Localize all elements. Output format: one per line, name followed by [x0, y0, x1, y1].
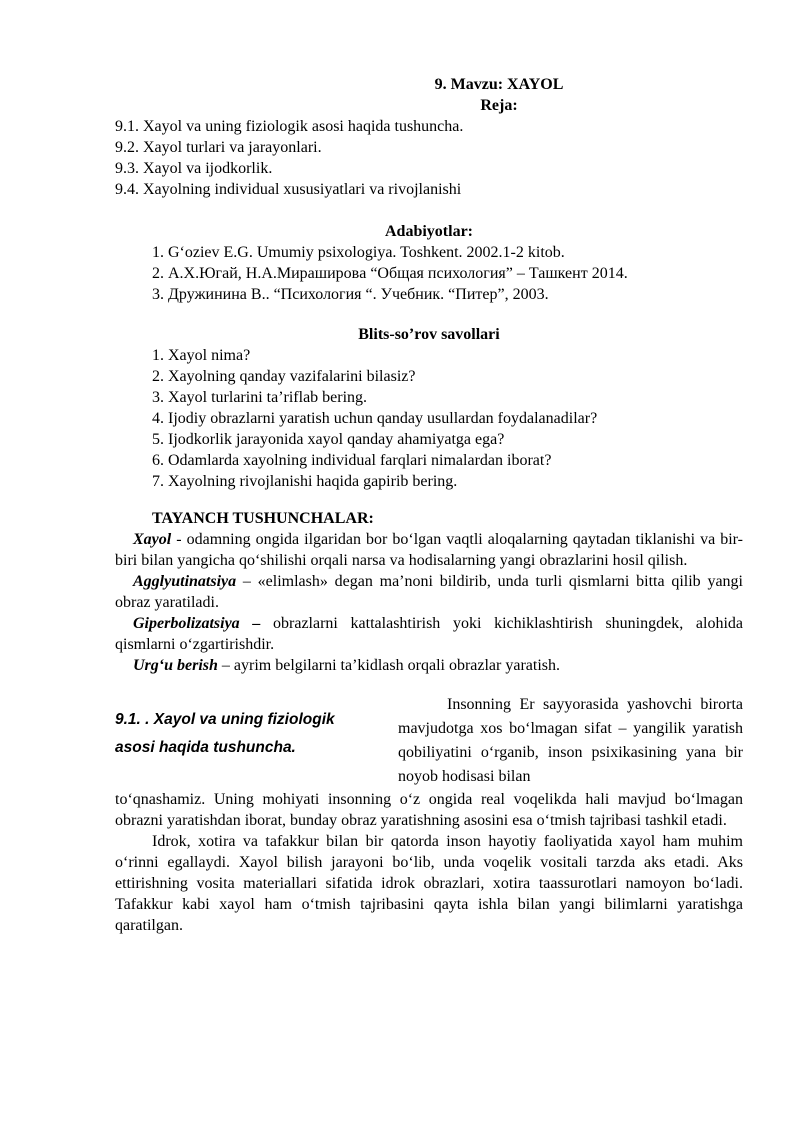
- plan-item: 9.2. Xayol turlari va jarayonlari.: [115, 139, 322, 156]
- document-page: [115, 74, 743, 936]
- section-paragraph: Idrok, xotira va tafakkur bilan bir qatorda inson hayotiy faoliyatida xayol ham muhim o‘rinni egallaydi. Xayol bilish jarayoni bo‘lib, unda voqelik vositali tarzda aks etadi. Aks ettirishning vosita materiallari sifatida idrok obrazlari, xotira taassurotlari namoyon bo‘ladi. Tafakkur kabi xayol ham o‘tmish tajribasini qayta ishla bilan yangi bilimlarni yaratishga qaratilgan.: [115, 833, 743, 934]
- blits-item: 1. Xayol nima?: [152, 347, 251, 364]
- blits-item: 5. Ijodkorlik jarayonida xayol qanday ahamiyatga ega?: [152, 431, 505, 448]
- section-heading: 9.1. . Xayol va uning fiziologik asosi haqida tushuncha.: [115, 711, 335, 756]
- blits-title: Blits-so’rov savollari: [358, 326, 500, 343]
- concept-definition: - odamning ongida ilgaridan bor bo‘lgan vaqtli aloqalarning qaytadan tiklanishi va bir-biri bilan yangicha qo‘shilishi orqali narsa va hodisalarning yangi obrazlarini hosil qilish.: [115, 531, 743, 569]
- concept-definition: – «elimlash» degan ma’noni bildirib, unda turli qismlarni bitta qilib yangi obraz yaratiladi.: [115, 573, 743, 611]
- section-intro: Insonning Er sayyorasida yashovchi birorta mavjudotga xos bo‘lmagan sifat – yangilik yaratish qobiliyatini o‘rganib, inson psixikasining yana bir noyob hodisasi bilan: [398, 696, 743, 785]
- blits-item: 6. Odamlarda xayolning individual farqlari nimalardan iborat?: [152, 452, 552, 469]
- blits-item: 3. Xayol turlarini ta’riflab bering.: [152, 389, 368, 406]
- blits-item: 4. Ijodiy obrazlarni yaratish uchun qanday usullardan foydalanadilar?: [152, 410, 598, 427]
- blits-item: 2. Xayolning qanday vazifalarini bilasiz?: [152, 368, 416, 385]
- blits-list: [115, 345, 743, 492]
- concept-definition: – ayrim belgilarni ta’kidlash orqali obrazlar yaratish.: [217, 657, 561, 674]
- concepts-list: [115, 529, 743, 676]
- section-9-1: [115, 693, 743, 789]
- plan-item: 9.1. Xayol va uning fiziologik asosi haqida tushuncha.: [115, 118, 464, 135]
- concept-item: [115, 571, 743, 613]
- plan-item: 9.3. Xayol va ijodkorlik.: [115, 160, 273, 177]
- section-continuation: to‘qnashamiz. Uning mohiyati insonning o‘z ongida real voqelikda hali mavjud bo‘lmagan obrazni yaratishdan iborat, bunday obraz yaratishning asosini esa o‘tmish tajribasi tashkil etadi.: [115, 791, 743, 829]
- plan-item: 9.4. Xayolning individual xususiyatlari va rivojlanishi: [115, 181, 462, 198]
- blits-item: 7. Xayolning rivojlanishi haqida gapirib bering.: [152, 473, 458, 490]
- concept-item: [115, 529, 743, 571]
- concept-term: Giperbolizatsiya –: [133, 615, 261, 632]
- literature-list: [115, 242, 743, 305]
- plan-title: Reja:: [480, 97, 518, 114]
- literature-item: 3. Дружинина В.. “Психология “. Учебник. “Питер”, 2003.: [152, 286, 549, 303]
- literature-title: Adabiyotlar:: [385, 223, 473, 240]
- literature-item: 1. G‘oziev E.G. Umumiy psixologiya. Toshkent. 2002.1-2 kitob.: [152, 244, 565, 261]
- concept-item: [115, 655, 743, 676]
- concept-item: [115, 613, 743, 655]
- page-title: 9. Mavzu: XAYOL: [434, 76, 564, 93]
- plan-list: [115, 116, 743, 200]
- concept-term: Agglyutinatsiya: [133, 573, 237, 590]
- concept-term: Urg‘u berish: [133, 657, 218, 674]
- literature-item: 2. А.Х.Югай, Н.А.Мирашировa “Общая психология” – Ташкент 2014.: [152, 265, 628, 282]
- concept-term: Xayol: [133, 531, 172, 548]
- section-float-text: [398, 693, 743, 789]
- concepts-title: TAYANCH TUSHUNCHALAR:: [152, 510, 374, 527]
- concept-definition: obrazlarni kattalashtirish yoki kichiklashtirish shuningdek, alohida qismlarni o‘zgartirishdir.: [115, 615, 743, 653]
